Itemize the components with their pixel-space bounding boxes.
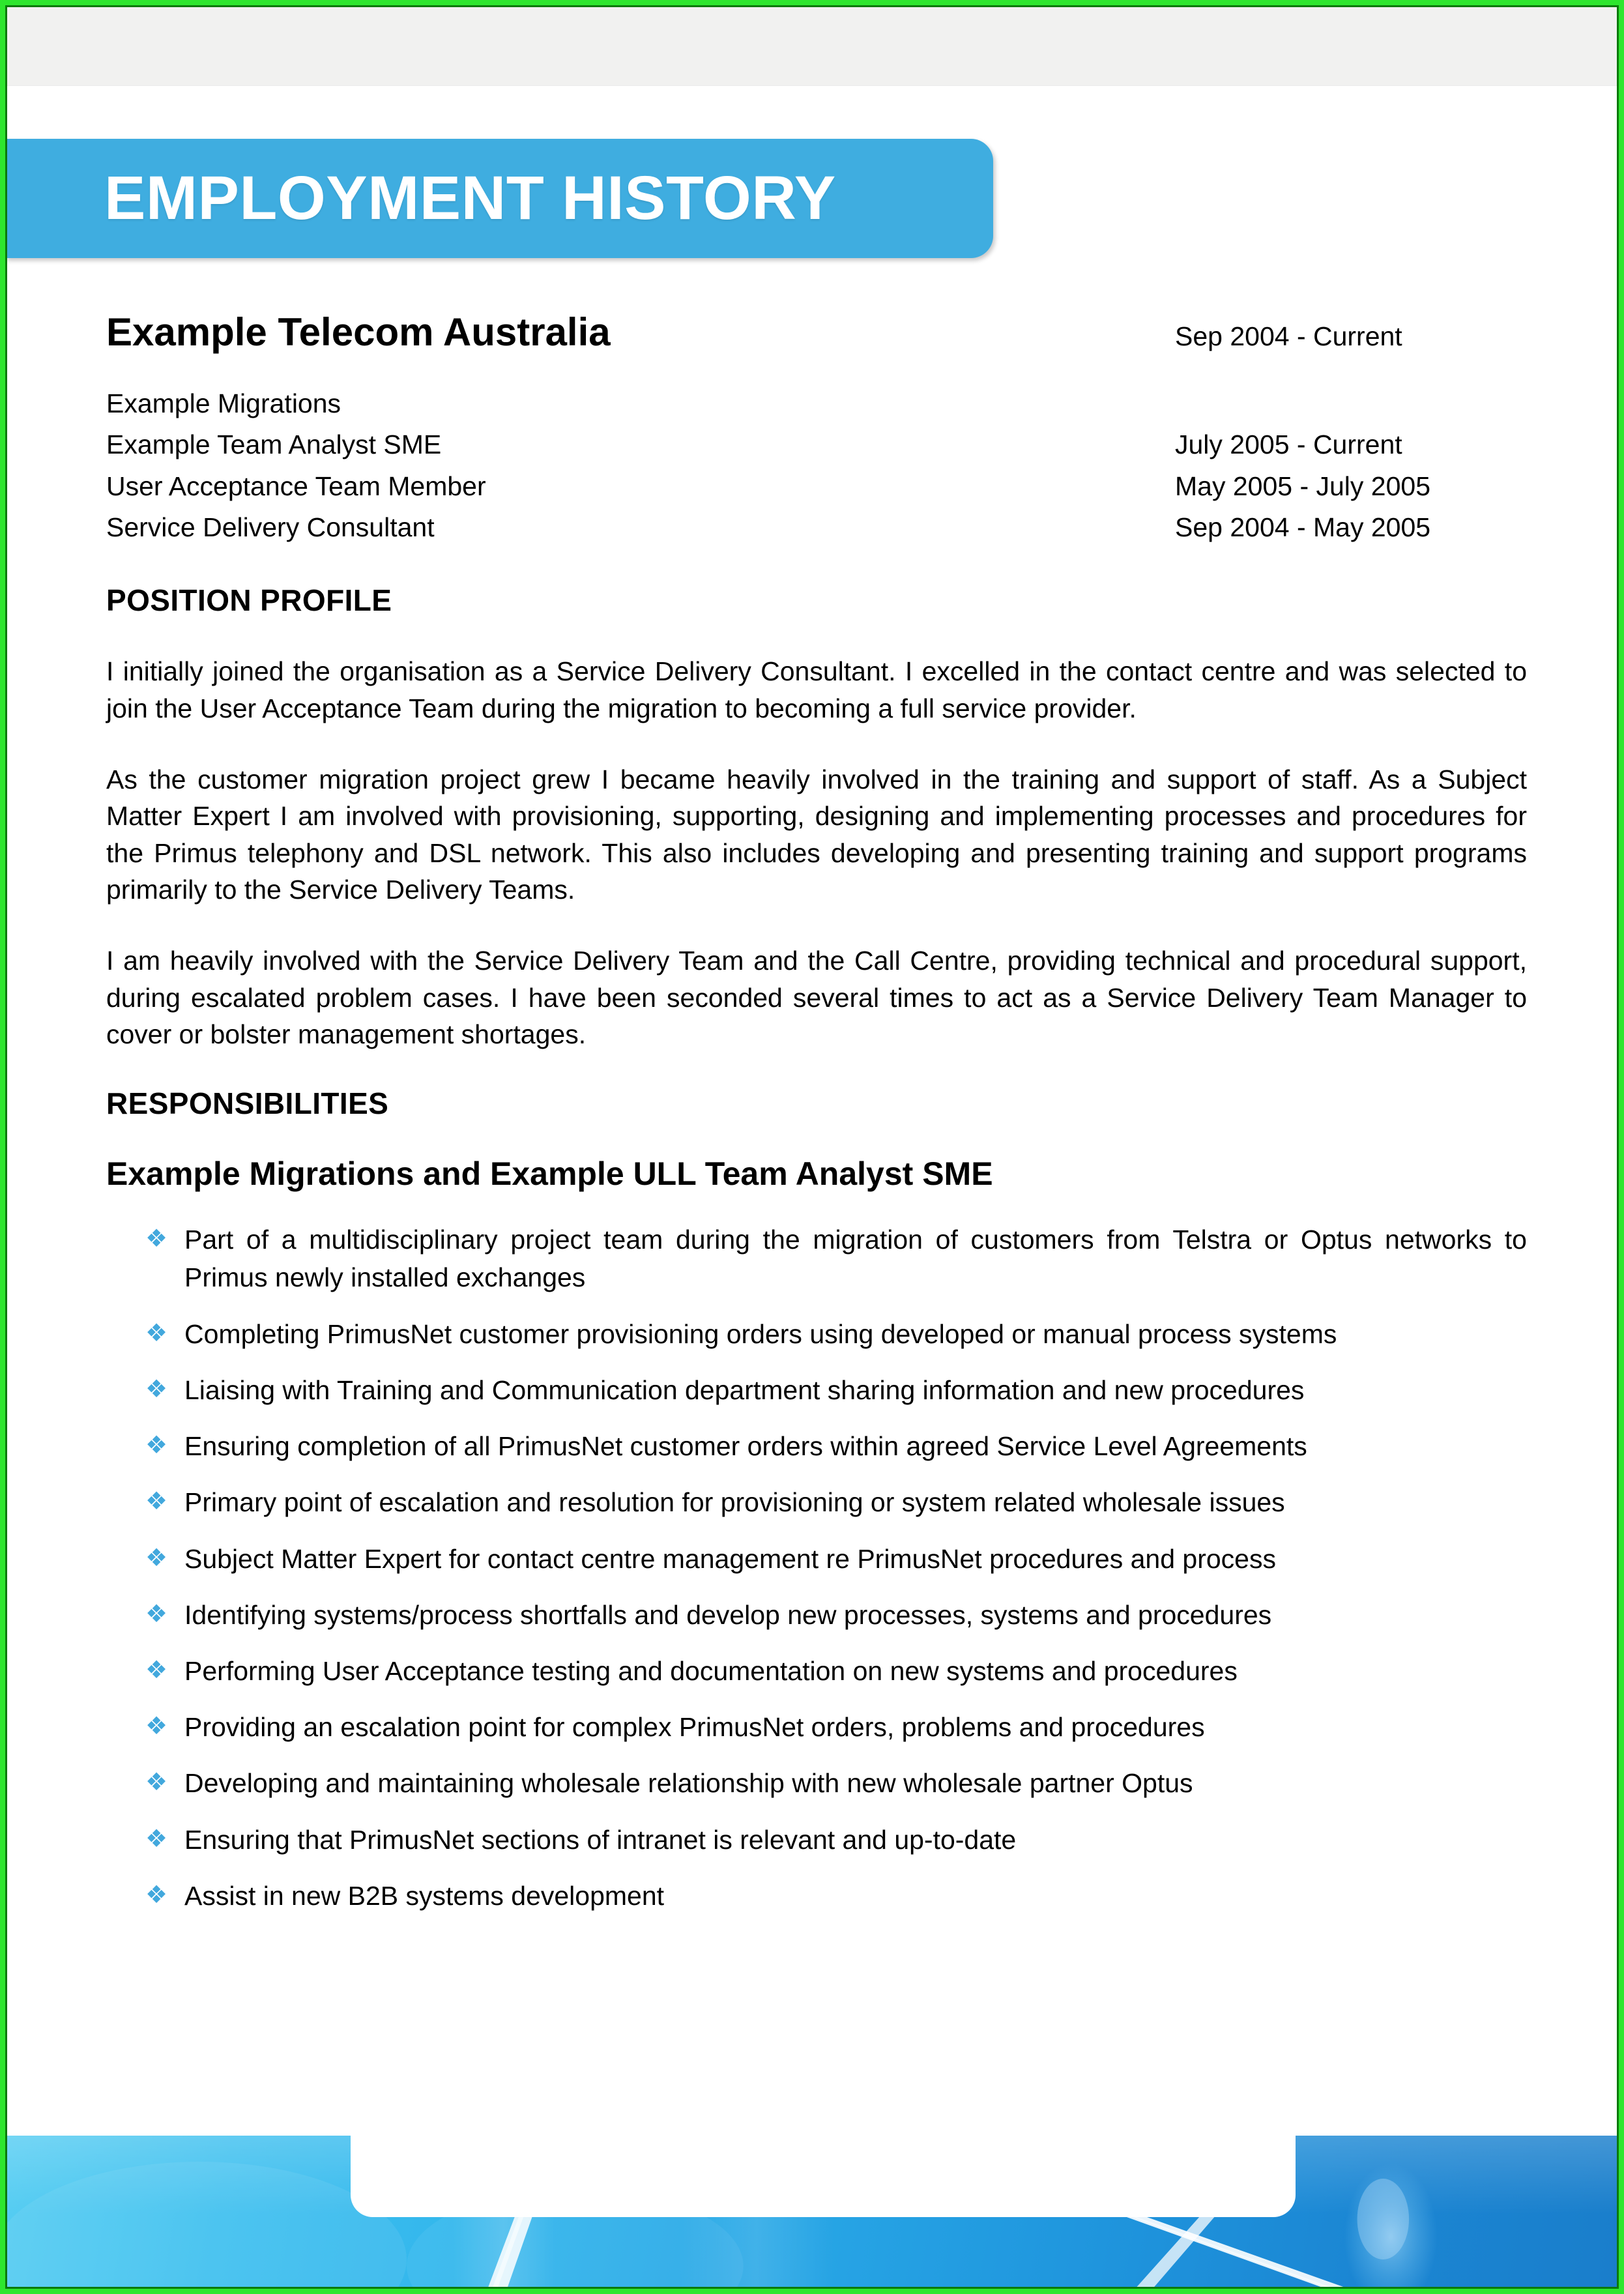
diamond-bullet-icon: ❖ [145,1319,168,1347]
role-row [106,469,1527,503]
list-item [145,1221,1527,1296]
diamond-bullet-icon: ❖ [145,1600,168,1628]
list-item [145,1764,1527,1802]
list-item [145,1877,1527,1915]
role-dates: May 2005 - July 2005 [1175,471,1431,501]
position-profile-paragraph: I initially joined the organisation as a Service Delivery Consultant. I excelled in the contact centre and was selected to join the User Acceptance Team during the migration to becoming a full service provider. [106,656,1527,724]
diamond-bullet-icon: ❖ [145,1769,168,1797]
position-profile-heading: POSITION PROFILE [106,583,392,617]
list-item-text: Developing and maintaining wholesale relationship with new wholesale partner Optus [184,1768,1193,1799]
list-item [145,1371,1527,1409]
role-row [106,510,1527,544]
diamond-bullet-icon: ❖ [145,1713,168,1741]
role-title: Service Delivery Consultant [106,512,435,543]
diamond-bullet-icon: ❖ [145,1225,168,1253]
employer-row [106,312,1527,353]
responsibilities-sub-heading: Example Migrations and Example ULL Team Analyst SME [106,1155,993,1193]
responsibilities-heading: RESPONSIBILITIES [106,1086,389,1120]
employer-name: Example Telecom Australia [106,310,611,354]
list-item-text: Subject Matter Expert for contact centre management re PrimusNet procedures and process [184,1543,1276,1574]
top-header-strip [5,5,1619,86]
diamond-bullet-icon: ❖ [145,1881,168,1909]
list-item-text: Identifying systems/process shortfalls and develop new processes, systems and procedures [184,1599,1272,1630]
list-item [145,1821,1527,1859]
list-item-text: Completing PrimusNet customer provisioning orders using developed or manual process systems [184,1318,1337,1349]
list-item-text: Assist in new B2B systems development [184,1880,665,1911]
employment-history-banner [5,139,993,258]
role-title: Example Migrations [106,388,341,418]
role-title: Example Team Analyst SME [106,429,442,460]
list-item [145,1483,1527,1521]
diamond-bullet-icon: ❖ [145,1488,168,1516]
diamond-bullet-icon: ❖ [145,1375,168,1403]
position-profile-paragraph: As the customer migration project grew I became heavily involved in the training and support of staff. As a Subject Matter Expert I am involved with provisioning, supporting, designing and implementing processes and procedures for the Primus telephony and DSL network. This also includes developing and presenting training and support programs primarily to the Service Delivery Teams. [106,764,1527,905]
list-item-text: Performing User Acceptance testing and documentation on new systems and procedures [184,1656,1238,1687]
roles-list [106,386,1527,545]
role-row [106,386,1527,420]
list-item-text: Providing an escalation point for complex PrimusNet orders, problems and procedures [184,1712,1205,1743]
list-item-text: Liaising with Training and Communication department sharing information and new procedures [184,1374,1305,1405]
role-dates: July 2005 - Current [1175,429,1402,460]
list-item [145,1315,1527,1353]
role-dates: Sep 2004 - May 2005 [1175,512,1431,543]
position-profile-paragraph: I am heavily involved with the Service Delivery Team and the Call Centre, providing technical and procedural support, during escalated problem cases. I have been seconded several times to act as a Service Delivery Team Manager to cover or bolster management shortages. [106,945,1527,1050]
list-item [145,1708,1527,1746]
footer-graphic [5,2136,1619,2289]
list-item [145,1596,1527,1634]
banner-shape [5,139,993,258]
diamond-bullet-icon: ❖ [145,1544,168,1572]
list-item-text: Ensuring completion of all PrimusNet customer orders within agreed Service Level Agreements [184,1431,1307,1462]
list-item [145,1427,1527,1465]
list-item-text: Part of a multidisciplinary project team during the migration of customers from Telstra or Optus networks to Primus newly installed exchanges [184,1225,1527,1293]
resume-content [106,312,1527,1933]
list-item [145,1540,1527,1578]
list-item [145,1652,1527,1690]
banner-title: EMPLOYMENT HISTORY [104,164,836,233]
role-title: User Acceptance Team Member [106,471,486,501]
diamond-bullet-icon: ❖ [145,1825,168,1853]
footer-white-notch [351,2136,1296,2217]
list-item-text: Ensuring that PrimusNet sections of intranet is relevant and up-to-date [184,1824,1017,1855]
responsibilities-bullet-list [106,1221,1527,1915]
list-item-text: Primary point of escalation and resolution for provisioning or system related wholesale issues [184,1487,1285,1518]
diamond-bullet-icon: ❖ [145,1432,168,1460]
role-row [106,428,1527,461]
diamond-bullet-icon: ❖ [145,1657,168,1685]
employer-dates: Sep 2004 - Current [1175,321,1402,351]
